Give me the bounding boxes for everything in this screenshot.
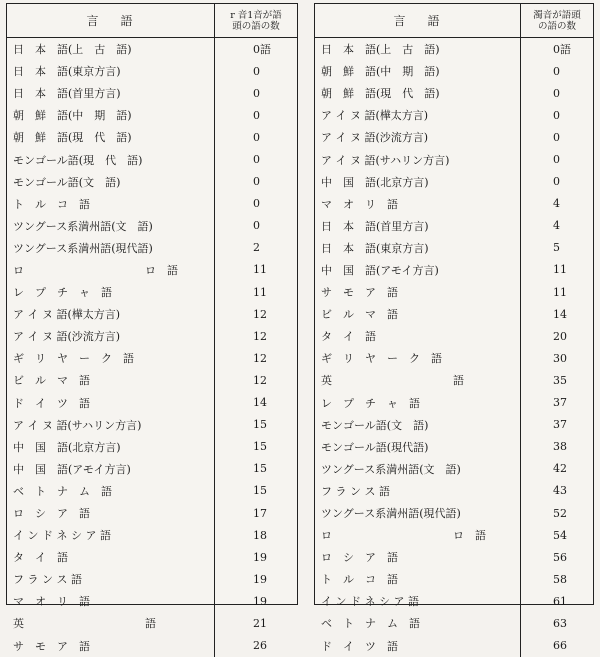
language-name: レ プ チ ャ 語 <box>13 286 112 300</box>
language-name: ロ シ ア 語 <box>13 507 90 521</box>
table-row <box>315 104 593 126</box>
language-name: ロ ロ 語 <box>13 263 178 277</box>
word-count: 0 <box>553 153 560 167</box>
language-name: ベ ト ナ ム 語 <box>321 617 420 631</box>
table-row <box>315 215 593 237</box>
word-count: 37 <box>553 396 567 410</box>
table-row <box>7 369 297 391</box>
table-row <box>7 590 297 612</box>
language-name: レ プ チ ャ 語 <box>321 396 420 410</box>
word-count: 0 <box>253 108 260 122</box>
language-name: 朝 鮮 語(現 代 語) <box>321 87 440 101</box>
table-row <box>7 303 297 325</box>
language-name: サ モ ア 語 <box>321 286 398 300</box>
table-row <box>7 82 297 104</box>
table-row <box>315 524 593 546</box>
language-name: モンゴール語(文 語) <box>321 418 429 432</box>
table-row <box>315 369 593 391</box>
word-count: 15 <box>253 462 267 476</box>
language-name: ロ ロ 語 <box>321 529 486 543</box>
table-row <box>315 126 593 148</box>
language-name: 中 国 語(アモイ方言) <box>13 462 131 476</box>
table-row <box>7 148 297 170</box>
language-name: 日 本 語(首里方言) <box>13 87 121 101</box>
language-name: ア イ ヌ 語(沙流方言) <box>13 330 121 344</box>
table-row <box>7 60 297 82</box>
language-name: フ ラ ン ス 語 <box>321 484 390 498</box>
table-row <box>315 303 593 325</box>
word-count: 0語 <box>253 43 271 57</box>
word-count: 63 <box>553 616 567 630</box>
word-count: 30 <box>553 351 567 365</box>
word-count: 0 <box>553 86 560 100</box>
word-count: 4 <box>553 197 560 211</box>
word-count: 12 <box>253 329 267 343</box>
language-name: ツングース系満州語(文 語) <box>13 219 153 233</box>
language-name: モンゴール語(現代語) <box>321 440 429 454</box>
word-count: 11 <box>553 263 567 277</box>
language-name: 日 本 語(上 古 語) <box>13 43 132 57</box>
table-row <box>315 148 593 170</box>
language-name: 朝 鮮 語(現 代 語) <box>13 131 132 145</box>
table-row <box>7 414 297 436</box>
right-header-count: 濁音が語頭 の語の数 <box>520 4 593 37</box>
word-count: 17 <box>253 506 267 520</box>
table-row <box>315 546 593 568</box>
language-name: マ オ リ 語 <box>321 197 398 211</box>
word-count: 14 <box>253 396 267 410</box>
word-count: 5 <box>553 241 560 255</box>
table-row <box>7 568 297 590</box>
right-table-body <box>315 38 593 657</box>
language-name: 朝 鮮 語(中 期 語) <box>321 65 440 79</box>
word-count: 52 <box>553 506 567 520</box>
word-count: 19 <box>253 594 267 608</box>
table-row <box>315 480 593 502</box>
table-row <box>7 281 297 303</box>
language-name: タ イ 語 <box>13 551 68 565</box>
table-row <box>7 171 297 193</box>
word-count: 66 <box>553 639 567 653</box>
table-row <box>315 347 593 369</box>
word-count: 0 <box>553 64 560 78</box>
table-row <box>315 414 593 436</box>
word-count: 12 <box>253 307 267 321</box>
table-row <box>7 325 297 347</box>
language-name: タ イ 語 <box>321 330 376 344</box>
table-row <box>7 480 297 502</box>
right-header-language: 言語 <box>393 14 462 28</box>
language-name: 英 語 <box>321 374 464 388</box>
word-count: 54 <box>553 528 567 542</box>
left-table <box>6 3 298 653</box>
language-name: 日 本 語(東京方言) <box>321 241 429 255</box>
language-name: ギ リ ヤ ー ク 語 <box>321 352 442 366</box>
language-name: 日 本 語(首里方言) <box>321 219 429 233</box>
table-row <box>315 193 593 215</box>
word-count: 0 <box>253 197 260 211</box>
table-row <box>7 458 297 480</box>
table-row <box>315 436 593 458</box>
word-count: 0 <box>253 175 260 189</box>
language-name: ア イ ヌ 語(サハリン方言) <box>13 418 142 432</box>
language-name: ツングース系満州語(現代語) <box>321 507 461 521</box>
language-name: サ モ ア 語 <box>13 639 90 653</box>
language-name: イ ン ド ネ シ ア 語 <box>13 529 111 543</box>
right-column-divider <box>520 38 521 657</box>
word-count: 0 <box>253 86 260 100</box>
language-name: ベ ト ナ ム 語 <box>13 484 112 498</box>
language-name: ア イ ヌ 語(サハリン方言) <box>321 153 450 167</box>
word-count: 4 <box>553 219 560 233</box>
word-count: 11 <box>253 285 267 299</box>
language-name: 英 語 <box>13 617 156 631</box>
table-row <box>315 38 593 60</box>
word-count: 43 <box>553 484 567 498</box>
left-table-header <box>7 4 297 38</box>
table-row <box>7 126 297 148</box>
word-count: 12 <box>253 351 267 365</box>
word-count: 0語 <box>553 43 571 57</box>
table-row <box>7 237 297 259</box>
left-header-count: r 音1音が語 頭の語の数 <box>214 4 297 37</box>
table-row <box>7 524 297 546</box>
language-name: フ ラ ン ス 語 <box>13 573 82 587</box>
word-count: 20 <box>553 329 567 343</box>
language-name: 中 国 語(北京方言) <box>321 175 429 189</box>
table-row <box>7 215 297 237</box>
language-name: ト ル コ 語 <box>13 197 90 211</box>
word-count: 18 <box>253 528 267 542</box>
word-count: 42 <box>553 462 567 476</box>
table-row <box>315 171 593 193</box>
word-count: 37 <box>553 418 567 432</box>
table-row <box>7 104 297 126</box>
table-row <box>315 325 593 347</box>
table-row <box>315 60 593 82</box>
table-row <box>315 281 593 303</box>
language-name: ロ シ ア 語 <box>321 551 398 565</box>
language-name: ビ ル マ 語 <box>13 374 90 388</box>
language-name: 中 国 語(北京方言) <box>13 440 121 454</box>
word-count: 19 <box>253 550 267 564</box>
language-name: ビ ル マ 語 <box>321 308 398 322</box>
word-count: 0 <box>253 130 260 144</box>
word-count: 0 <box>553 175 560 189</box>
language-name: ド イ ツ 語 <box>13 396 90 410</box>
word-count: 0 <box>253 64 260 78</box>
language-name: モンゴール語(現 代 語) <box>13 153 143 167</box>
table-row <box>7 546 297 568</box>
word-count: 0 <box>553 108 560 122</box>
language-name: 朝 鮮 語(中 期 語) <box>13 109 132 123</box>
table-row <box>7 635 297 657</box>
table-row <box>315 612 593 634</box>
table-row <box>315 635 593 657</box>
language-name: 日 本 語(上 古 語) <box>321 43 440 57</box>
table-row <box>315 568 593 590</box>
table-row <box>315 458 593 480</box>
word-count: 19 <box>253 572 267 586</box>
language-name: ツングース系満州語(現代語) <box>13 241 153 255</box>
table-row <box>7 347 297 369</box>
language-name: ア イ ヌ 語(樺太方言) <box>13 308 121 322</box>
word-count: 38 <box>553 440 567 454</box>
language-name: ア イ ヌ 語(沙流方言) <box>321 131 429 145</box>
word-count: 15 <box>253 418 267 432</box>
language-name: ツングース系満州語(文 語) <box>321 462 461 476</box>
word-count: 11 <box>553 285 567 299</box>
table-row <box>7 502 297 524</box>
table-row <box>7 259 297 281</box>
word-count: 0 <box>253 219 260 233</box>
right-table-header <box>315 4 593 38</box>
left-table-body <box>7 38 297 657</box>
word-count: 2 <box>253 241 260 255</box>
table-row <box>7 38 297 60</box>
table-row <box>315 590 593 612</box>
table-row <box>7 436 297 458</box>
table-row <box>315 259 593 281</box>
word-count: 35 <box>553 373 567 387</box>
word-count: 61 <box>553 594 567 608</box>
word-count: 0 <box>553 130 560 144</box>
word-count: 0 <box>253 153 260 167</box>
word-count: 21 <box>253 616 267 630</box>
language-name: 中 国 語(アモイ方言) <box>321 263 439 277</box>
language-name: モンゴール語(文 語) <box>13 175 121 189</box>
language-name: ト ル コ 語 <box>321 573 398 587</box>
word-count: 26 <box>253 639 267 653</box>
language-name: マ オ リ 語 <box>13 595 90 609</box>
word-count: 14 <box>553 307 567 321</box>
language-name: イ ン ド ネ シ ア 語 <box>321 595 419 609</box>
word-count: 56 <box>553 550 567 564</box>
word-count: 15 <box>253 484 267 498</box>
table-row <box>7 193 297 215</box>
word-count: 15 <box>253 440 267 454</box>
language-name: ド イ ツ 語 <box>321 639 398 653</box>
word-count: 11 <box>253 263 267 277</box>
language-name: ア イ ヌ 語(樺太方言) <box>321 109 429 123</box>
table-row <box>315 392 593 414</box>
table-row <box>315 237 593 259</box>
word-count: 12 <box>253 373 267 387</box>
table-row <box>315 82 593 104</box>
word-count: 58 <box>553 572 567 586</box>
left-header-language: 言語 <box>86 14 155 28</box>
left-column-divider <box>214 38 215 657</box>
table-row <box>315 502 593 524</box>
table-row <box>7 612 297 634</box>
language-name: 日 本 語(東京方言) <box>13 65 121 79</box>
table-row <box>7 392 297 414</box>
language-name: ギ リ ヤ ー ク 語 <box>13 352 134 366</box>
right-table <box>314 3 594 653</box>
